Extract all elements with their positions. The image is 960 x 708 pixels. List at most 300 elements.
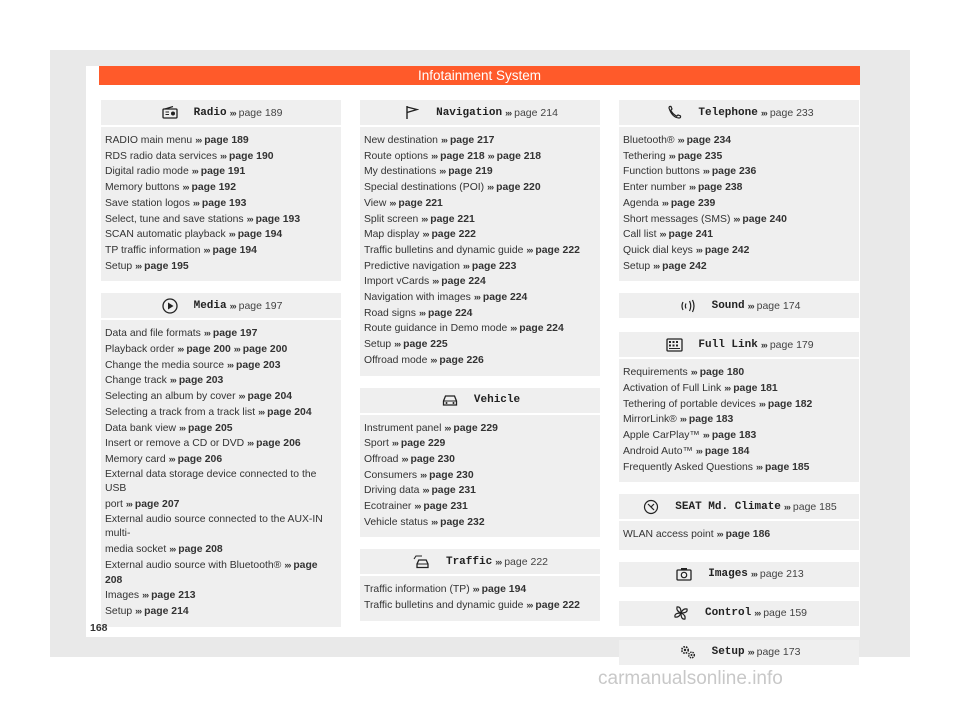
page-reference-link[interactable]: page 190: [229, 150, 274, 162]
entry-line: [623, 196, 853, 212]
page-reference-link[interactable]: page 214: [144, 605, 189, 617]
entry-line: [623, 412, 853, 428]
arrow: ›››: [473, 292, 480, 303]
entry-line: [105, 542, 335, 558]
entry-text: Route guidance in Demo mode: [364, 323, 508, 335]
page-reference-link[interactable]: page 241: [668, 229, 713, 241]
page-reference-link[interactable]: page 181: [733, 383, 778, 395]
entry-line: [623, 149, 853, 165]
entry-text: Change the media source: [105, 359, 224, 371]
entry-text: Setup: [105, 605, 133, 617]
entry-line: [364, 290, 594, 306]
section-media: [101, 293, 341, 626]
page-reference-link[interactable]: page 213: [151, 590, 196, 602]
entry-text: Images: [105, 590, 140, 602]
entry-text: Android Auto™: [623, 445, 693, 457]
arrow: ›››: [233, 344, 240, 355]
page-reference-link[interactable]: page 203: [178, 375, 224, 387]
section-body: [101, 127, 341, 281]
entry-line: [364, 452, 594, 468]
section-header: [101, 293, 341, 320]
page-reference-link[interactable]: page 229: [400, 438, 446, 450]
entry-line: [623, 397, 853, 413]
section-page-link[interactable]: page 173: [756, 646, 801, 659]
page-reference-link[interactable]: page 239: [670, 197, 716, 209]
page-reference-link[interactable]: page 180: [699, 367, 745, 379]
page-reference-link[interactable]: page 234: [686, 135, 732, 146]
entry-text: Memory card: [105, 453, 166, 465]
entry-text: External audio source connected to the AUX-IN multi-: [105, 513, 323, 540]
arrow: ›››: [695, 244, 702, 255]
entry-line: [105, 436, 335, 452]
entry-line: [623, 444, 853, 460]
arrow: ›››: [661, 197, 668, 208]
section-name: Setup: [711, 646, 745, 659]
entry-line: [105, 497, 335, 513]
section-name: Full Link: [698, 338, 758, 351]
section-body: [619, 127, 859, 281]
arrow: ›››: [391, 438, 398, 449]
watermark: carmanualsonline.info: [598, 668, 783, 689]
entry-line: [623, 164, 853, 180]
entry-text: Tethering of portable devices: [623, 398, 756, 410]
entry-line: [105, 259, 335, 275]
arrow: ›››: [228, 229, 235, 240]
entry-text: Save station logos: [105, 197, 190, 209]
section-header: [619, 100, 859, 127]
page-reference-link[interactable]: page 206: [256, 438, 301, 450]
arrow: ›››: [389, 197, 396, 208]
page-reference-link[interactable]: page 220: [496, 182, 541, 194]
section-page-link[interactable]: page 159: [763, 607, 807, 620]
entry-text: Traffic bulletins and dynamic guide: [364, 600, 524, 612]
arrow: ›››: [487, 182, 494, 193]
entry-line: [105, 212, 335, 228]
section-header: [619, 640, 859, 667]
page-reference-link[interactable]: page 242: [662, 260, 707, 272]
arrow: ›››: [526, 244, 533, 255]
page-reference-link[interactable]: page 236: [711, 166, 757, 178]
section-name: Traffic: [445, 555, 493, 568]
page-reference-link[interactable]: page 218: [440, 150, 485, 162]
entry-line: [364, 196, 594, 212]
phone-icon: [664, 105, 684, 121]
page-reference-link[interactable]: page 184: [704, 445, 750, 457]
entry-line: [364, 436, 594, 452]
entry-text: Navigation with images: [364, 292, 471, 304]
arrow: ›››: [702, 430, 709, 441]
section-body: [360, 576, 600, 620]
entry-line: [623, 259, 853, 275]
entry-line: [105, 604, 335, 620]
page-reference-link[interactable]: page 225: [403, 339, 448, 351]
entry-line: [364, 582, 594, 598]
page-reference-link[interactable]: page 217: [449, 135, 495, 146]
arrow: ›››: [177, 344, 184, 355]
entry-line: [105, 558, 335, 588]
entry-text: Tethering: [623, 150, 666, 162]
arrow: ›››: [724, 383, 731, 394]
section-navigation: [360, 100, 600, 376]
arrow: ›››: [472, 584, 479, 595]
arrow: ›››: [462, 260, 469, 271]
entry-line: [364, 321, 594, 337]
arrow: ›››: [135, 605, 142, 616]
entry-line: [364, 306, 594, 322]
entry-line: [105, 243, 335, 259]
camera-icon: [674, 566, 694, 582]
arrow: ›››: [431, 516, 438, 527]
chapter-title: Infotainment System: [99, 66, 860, 85]
entry-text: SCAN automatic playback: [105, 229, 226, 241]
page-reference-link[interactable]: page 189: [204, 135, 249, 146]
page-reference-link[interactable]: page 194: [481, 584, 527, 596]
page-reference-link[interactable]: page 230: [429, 469, 474, 481]
arrow: ›››: [191, 166, 198, 177]
entry-text: Road signs: [364, 307, 416, 319]
page-number: 168: [90, 622, 108, 634]
page-reference-link[interactable]: page 222: [431, 229, 476, 241]
arrow: ›››: [238, 391, 245, 402]
arrow: ›››: [220, 150, 227, 161]
column-2: [360, 100, 600, 633]
entry-line: [364, 243, 594, 259]
sound-icon: [678, 298, 698, 314]
arrow: ›››: [135, 260, 142, 271]
arrow: ›››: [179, 422, 186, 433]
full-link-icon: [664, 337, 684, 353]
section-page-link[interactable]: page 179: [769, 338, 814, 351]
page-reference-link[interactable]: page 183: [688, 414, 734, 426]
arrow: ›››: [169, 375, 176, 386]
page-reference-link[interactable]: page 218: [496, 150, 542, 162]
entry-text: Sport: [364, 438, 389, 450]
entry-line: [105, 133, 335, 149]
arrow: ›››: [690, 367, 697, 378]
entry-line: [105, 421, 335, 437]
entry-line: [105, 358, 335, 374]
entry-text: Apple CarPlay™: [623, 430, 700, 442]
column-1: [101, 100, 341, 639]
arrow: ›››: [422, 485, 429, 496]
entry-text: Setup: [623, 260, 651, 272]
page-reference-link[interactable]: page 207: [134, 499, 180, 511]
section-body: [360, 415, 600, 538]
entry-line: [364, 274, 594, 290]
arrow: ›››: [182, 182, 189, 193]
climate-icon: [641, 499, 661, 515]
entry-line: [623, 133, 853, 149]
entry-text: Import vCards: [364, 276, 430, 288]
section-vehicle: [360, 388, 600, 538]
arrow: ›››: [760, 339, 767, 350]
radio-icon: [160, 105, 180, 121]
arrow: ›››: [247, 438, 254, 449]
page-reference-link[interactable]: page 208: [178, 544, 223, 556]
page-reference-link[interactable]: page 219: [448, 166, 493, 178]
page-reference-link[interactable]: page 182: [767, 398, 813, 410]
arrow: ›››: [679, 414, 686, 425]
section-page-link[interactable]: page 189: [238, 106, 283, 119]
entry-line: [623, 365, 853, 381]
entry-line: [105, 389, 335, 405]
arrow: ›››: [439, 166, 446, 177]
entry-line: [105, 342, 335, 358]
arrow: ›››: [495, 556, 502, 567]
page-reference-link[interactable]: page 193: [255, 213, 301, 225]
entry-line: [105, 588, 335, 604]
page-reference-link[interactable]: page 193: [201, 197, 247, 209]
entry-text: Call list: [623, 229, 657, 241]
arrow: ›››: [258, 406, 265, 417]
page-reference-link[interactable]: page 204: [247, 391, 293, 403]
section-page-link[interactable]: page 174: [756, 299, 801, 312]
arrow: ›››: [747, 300, 754, 311]
arrow: ›››: [401, 453, 408, 464]
arrow: ›››: [394, 339, 401, 350]
entry-text: External audio source with Bluetooth®: [105, 559, 282, 571]
entry-text: Route options: [364, 150, 429, 162]
entry-text: Quick dial keys: [623, 244, 693, 256]
entry-line: [105, 326, 335, 342]
page-reference-link[interactable]: page 206: [177, 453, 223, 465]
entry-line: [105, 227, 335, 243]
gears-icon: [678, 644, 698, 660]
arrow: ›››: [169, 544, 176, 555]
entry-text: Change track: [105, 375, 167, 387]
entry-line: [105, 513, 335, 542]
page-reference-link[interactable]: page 203: [236, 359, 281, 371]
section-sound: [619, 293, 859, 320]
section-images: [619, 562, 859, 589]
page-reference-link[interactable]: page 232: [440, 516, 485, 528]
arrow: ›››: [526, 600, 533, 611]
entry-line: [105, 468, 335, 497]
arrow: ›››: [487, 150, 494, 161]
entry-text: media socket: [105, 544, 167, 556]
entry-line: [623, 180, 853, 196]
arrow: ›››: [168, 453, 175, 464]
page-reference-link[interactable]: page 204: [267, 406, 312, 418]
page-reference-link[interactable]: page 221: [430, 213, 475, 225]
page-reference-link[interactable]: page 222: [535, 244, 580, 256]
entry-text: Memory buttons: [105, 182, 180, 194]
entry-text: Frequently Asked Questions: [623, 461, 753, 473]
entry-text: Split screen: [364, 213, 419, 225]
page-reference-link[interactable]: page 231: [423, 501, 468, 513]
entry-text: Select, tune and save stations: [105, 213, 244, 225]
arrow: ›››: [750, 569, 757, 580]
entry-line: [623, 527, 853, 543]
page-reference-link[interactable]: page 231: [431, 485, 476, 497]
entry-text: Traffic information (TP): [364, 584, 470, 596]
entry-text: External data storage device connected to the USB: [105, 468, 317, 495]
page-reference-link[interactable]: page 235: [677, 150, 723, 162]
arrow: ›››: [733, 213, 740, 224]
entry-line: [364, 164, 594, 180]
page-reference-link[interactable]: page 185: [764, 461, 810, 473]
page-reference-link[interactable]: page 240: [742, 213, 787, 225]
entry-text: View: [364, 197, 387, 209]
page-reference-link[interactable]: page 224: [441, 276, 486, 288]
entry-text: Selecting a track from a track list: [105, 406, 256, 418]
entry-text: port: [105, 499, 123, 511]
fan-icon: [671, 605, 691, 621]
page-reference-link[interactable]: page 183: [711, 430, 757, 442]
page-reference-link[interactable]: page 229: [453, 422, 498, 434]
page-reference-link[interactable]: page 192: [191, 182, 236, 194]
section-header: [360, 388, 600, 415]
arrow: ›››: [229, 300, 236, 311]
arrow: ›››: [414, 501, 421, 512]
arrow: ›››: [430, 354, 437, 365]
page-reference-link[interactable]: page 186: [725, 529, 771, 541]
entry-line: [364, 212, 594, 228]
entry-line: [105, 180, 335, 196]
page-reference-link[interactable]: page 226: [439, 354, 484, 366]
entry-text: RDS radio data services: [105, 150, 218, 162]
entry-line: [364, 227, 594, 243]
arrow: ›››: [754, 608, 761, 619]
page-reference-link[interactable]: page 224: [427, 307, 473, 319]
page-reference-link[interactable]: page 191: [200, 166, 246, 178]
page-reference-link[interactable]: page 221: [398, 197, 443, 209]
entry-text: My destinations: [364, 166, 437, 178]
page-reference-link[interactable]: page 200: [242, 344, 288, 356]
entry-text: Agenda: [623, 197, 659, 209]
page-reference-link[interactable]: page 205: [188, 422, 233, 434]
entry-text: Ecotrainer: [364, 501, 412, 513]
entry-text: Function buttons: [623, 166, 700, 178]
section-page-link[interactable]: page 222: [504, 555, 548, 568]
section-radio: [101, 100, 341, 281]
arrow: ›››: [755, 461, 762, 472]
page-reference-link[interactable]: page 194: [237, 229, 283, 241]
section-page-link[interactable]: page 197: [238, 299, 283, 312]
arrow: ›››: [203, 244, 210, 255]
arrow: ›››: [783, 501, 790, 512]
section-name: Telephone: [698, 106, 758, 119]
section-page-link[interactable]: page 214: [514, 106, 558, 119]
page-reference-link[interactable]: page 224: [482, 292, 528, 304]
page-reference-link[interactable]: page 197: [212, 328, 258, 340]
arrow: ›››: [444, 422, 451, 433]
arrow: ›››: [203, 328, 210, 339]
entry-line: [105, 405, 335, 421]
arrow: ›››: [431, 150, 438, 161]
play-icon: [160, 298, 180, 314]
page-reference-link[interactable]: page 200: [186, 344, 231, 356]
entry-text: Vehicle status: [364, 516, 429, 528]
section-header: [619, 494, 859, 521]
entry-text: Traffic bulletins and dynamic guide: [364, 244, 524, 256]
page-reference-link[interactable]: page 238: [697, 182, 743, 194]
arrow: ›››: [432, 276, 439, 287]
entry-line: [105, 373, 335, 389]
section-setup: [619, 640, 859, 667]
entry-text: New destination: [364, 135, 438, 146]
section-name: Media: [193, 299, 227, 312]
page-reference-link[interactable]: page 223: [471, 260, 517, 272]
section-body: [619, 521, 859, 550]
entry-text: Activation of Full Link: [623, 383, 722, 395]
page-reference-link[interactable]: page 230: [410, 453, 455, 465]
entry-text: Enter number: [623, 182, 686, 194]
arrow: ›››: [510, 323, 517, 334]
arrow: ›››: [246, 213, 253, 224]
section-name: Radio: [193, 106, 227, 119]
arrow: ›››: [702, 166, 709, 177]
page-reference-link[interactable]: page 242: [704, 244, 750, 256]
section-name: Sound: [711, 299, 745, 312]
arrow: ›››: [716, 529, 723, 540]
arrow: ›››: [421, 213, 428, 224]
entry-line: [623, 243, 853, 259]
section-traffic: [360, 549, 600, 620]
section-header: [619, 562, 859, 589]
page-reference-link[interactable]: page 222: [535, 600, 580, 612]
entry-line: [364, 598, 594, 614]
entry-line: [623, 460, 853, 476]
traffic-car-icon: [412, 554, 432, 570]
entry-line: [364, 149, 594, 165]
entry-line: [105, 196, 335, 212]
page-reference-link[interactable]: page 194: [212, 244, 257, 256]
page-reference-link[interactable]: page 208: [105, 559, 318, 586]
section-page-link[interactable]: page 233: [769, 106, 814, 119]
arrow: ›››: [284, 559, 291, 570]
entry-text: Data and file formats: [105, 328, 201, 340]
entry-text: Digital radio mode: [105, 166, 189, 178]
entry-line: [364, 483, 594, 499]
section-full-link: [619, 332, 859, 482]
car-icon: [440, 392, 460, 408]
arrow: ›››: [688, 182, 695, 193]
flag-icon: [402, 105, 422, 121]
section-header: [619, 293, 859, 320]
arrow: ›››: [695, 445, 702, 456]
entry-line: [623, 212, 853, 228]
section-body: [101, 320, 341, 626]
entry-line: [364, 180, 594, 196]
entry-line: [364, 515, 594, 531]
entry-text: Setup: [105, 260, 133, 272]
page-reference-link[interactable]: page 224: [519, 323, 564, 335]
entry-text: Short messages (SMS): [623, 213, 731, 225]
section-name: Images: [708, 568, 748, 581]
entry-text: TP traffic information: [105, 244, 201, 256]
entry-line: [364, 353, 594, 369]
arrow: ›››: [440, 135, 447, 145]
page-reference-link[interactable]: page 195: [144, 260, 189, 272]
arrow: ›››: [142, 590, 149, 601]
entry-line: [364, 468, 594, 484]
section-header: [360, 549, 600, 576]
arrow: ›››: [418, 307, 425, 318]
entry-text: Selecting an album by cover: [105, 391, 236, 403]
arrow: ›››: [653, 260, 660, 271]
entry-text: Instrument panel: [364, 422, 442, 434]
section-page-link[interactable]: page 213: [759, 568, 804, 581]
arrow: ›››: [125, 499, 132, 510]
section-header: [360, 100, 600, 127]
arrow: ›››: [420, 469, 427, 480]
section-name: Control: [704, 607, 752, 620]
section-page-link[interactable]: page 185: [792, 500, 837, 513]
section-header: [619, 332, 859, 359]
entry-text: Data bank view: [105, 422, 177, 434]
entry-line: [105, 149, 335, 165]
